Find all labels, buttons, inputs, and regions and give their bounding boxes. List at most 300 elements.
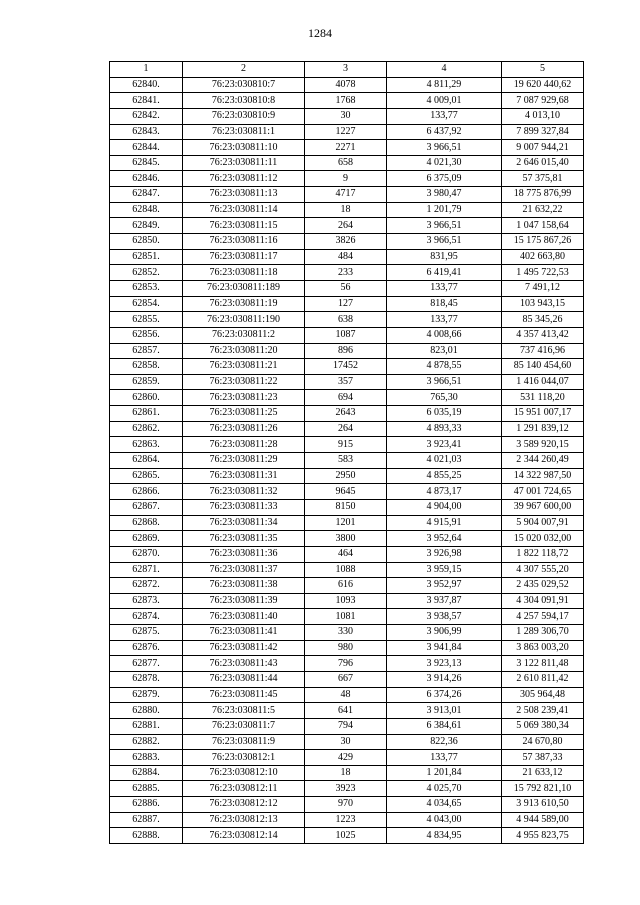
cadastral-value-cell: 19 620 440,62 xyxy=(502,77,584,93)
specific-value-cell: 3 966,51 xyxy=(387,218,502,234)
cadastral-number-cell: 76:23:030811:18 xyxy=(183,265,305,281)
cadastral-value-cell: 4 257 594,17 xyxy=(502,609,584,625)
cadastral-number-cell: 76:23:030811:39 xyxy=(183,593,305,609)
row-number-cell: 62876. xyxy=(110,640,183,656)
table-row xyxy=(110,812,584,828)
area-cell: 1025 xyxy=(305,828,387,844)
row-number-cell: 62872. xyxy=(110,578,183,594)
cadastral-value-cell: 531 118,20 xyxy=(502,390,584,406)
row-number-cell: 62869. xyxy=(110,531,183,547)
table-row xyxy=(110,155,584,171)
table-row xyxy=(110,515,584,531)
area-cell: 18 xyxy=(305,765,387,781)
area-cell: 1093 xyxy=(305,593,387,609)
area-cell: 667 xyxy=(305,671,387,687)
table-row xyxy=(110,406,584,422)
specific-value-cell: 3 959,15 xyxy=(387,562,502,578)
row-number-cell: 62873. xyxy=(110,593,183,609)
row-number-cell: 62881. xyxy=(110,718,183,734)
area-cell: 2643 xyxy=(305,406,387,422)
table-row xyxy=(110,171,584,187)
cadastral-number-cell: 76:23:030811:5 xyxy=(183,703,305,719)
cadastral-number-cell: 76:23:030811:25 xyxy=(183,406,305,422)
area-cell: 9645 xyxy=(305,484,387,500)
cadastral-number-cell: 76:23:030811:40 xyxy=(183,609,305,625)
row-number-cell: 62841. xyxy=(110,93,183,109)
row-number-cell: 62844. xyxy=(110,140,183,156)
specific-value-cell: 3 923,41 xyxy=(387,437,502,453)
table-row xyxy=(110,343,584,359)
table-row xyxy=(110,265,584,281)
specific-value-cell: 4 025,70 xyxy=(387,781,502,797)
area-cell: 233 xyxy=(305,265,387,281)
table-row xyxy=(110,108,584,124)
area-cell: 330 xyxy=(305,625,387,641)
specific-value-cell: 6 374,26 xyxy=(387,687,502,703)
row-number-cell: 62854. xyxy=(110,296,183,312)
row-number-cell: 62870. xyxy=(110,546,183,562)
table-row xyxy=(110,656,584,672)
row-number-cell: 62845. xyxy=(110,155,183,171)
area-cell: 3800 xyxy=(305,531,387,547)
table-row xyxy=(110,93,584,109)
area-cell: 464 xyxy=(305,546,387,562)
area-cell: 915 xyxy=(305,437,387,453)
specific-value-cell: 3 941,84 xyxy=(387,640,502,656)
area-cell: 583 xyxy=(305,453,387,469)
row-number-cell: 62850. xyxy=(110,234,183,250)
table-row xyxy=(110,187,584,203)
row-number-cell: 62847. xyxy=(110,187,183,203)
column-header-2: 2 xyxy=(183,62,305,78)
area-cell: 56 xyxy=(305,280,387,296)
cadastral-value-cell: 15 020 032,00 xyxy=(502,531,584,547)
cadastral-value-cell: 18 775 876,99 xyxy=(502,187,584,203)
cadastral-value-cell: 4 307 555,20 xyxy=(502,562,584,578)
specific-value-cell: 4 834,95 xyxy=(387,828,502,844)
specific-value-cell: 133,77 xyxy=(387,108,502,124)
table-row xyxy=(110,734,584,750)
cadastral-number-cell: 76:23:030812:12 xyxy=(183,797,305,813)
area-cell: 17452 xyxy=(305,359,387,375)
table-row xyxy=(110,218,584,234)
area-cell: 616 xyxy=(305,578,387,594)
area-cell: 8150 xyxy=(305,499,387,515)
cadastral-value-cell: 1 822 118,72 xyxy=(502,546,584,562)
table-row xyxy=(110,202,584,218)
area-cell: 694 xyxy=(305,390,387,406)
specific-value-cell: 3 926,98 xyxy=(387,546,502,562)
area-cell: 3923 xyxy=(305,781,387,797)
cadastral-value-cell: 3 589 920,15 xyxy=(502,437,584,453)
cadastral-number-cell: 76:23:030812:14 xyxy=(183,828,305,844)
table-row xyxy=(110,765,584,781)
specific-value-cell: 3 914,26 xyxy=(387,671,502,687)
row-number-cell: 62866. xyxy=(110,484,183,500)
specific-value-cell: 4 811,29 xyxy=(387,77,502,93)
cadastral-number-cell: 76:23:030811:32 xyxy=(183,484,305,500)
area-cell: 896 xyxy=(305,343,387,359)
area-cell: 2271 xyxy=(305,140,387,156)
table-row xyxy=(110,797,584,813)
area-cell: 1227 xyxy=(305,124,387,140)
table-row xyxy=(110,828,584,844)
table-row xyxy=(110,671,584,687)
specific-value-cell: 133,77 xyxy=(387,280,502,296)
specific-value-cell: 4 873,17 xyxy=(387,484,502,500)
area-cell: 1223 xyxy=(305,812,387,828)
cadastral-value-cell: 15 792 821,10 xyxy=(502,781,584,797)
row-number-cell: 62865. xyxy=(110,468,183,484)
cadastral-number-cell: 76:23:030811:42 xyxy=(183,640,305,656)
cadastral-number-cell: 76:23:030811:10 xyxy=(183,140,305,156)
area-cell: 1201 xyxy=(305,515,387,531)
cadastral-value-cell: 3 863 003,20 xyxy=(502,640,584,656)
specific-value-cell: 3 938,57 xyxy=(387,609,502,625)
row-number-cell: 62879. xyxy=(110,687,183,703)
table-row xyxy=(110,296,584,312)
area-cell: 641 xyxy=(305,703,387,719)
table-row xyxy=(110,453,584,469)
table-row xyxy=(110,625,584,641)
row-number-cell: 62882. xyxy=(110,734,183,750)
table-row xyxy=(110,593,584,609)
cadastral-value-cell: 4 955 823,75 xyxy=(502,828,584,844)
area-cell: 48 xyxy=(305,687,387,703)
cadastral-number-cell: 76:23:030811:22 xyxy=(183,374,305,390)
area-cell: 796 xyxy=(305,656,387,672)
table-row xyxy=(110,437,584,453)
cadastral-value-cell: 7 899 327,84 xyxy=(502,124,584,140)
specific-value-cell: 4 915,91 xyxy=(387,515,502,531)
area-cell: 1768 xyxy=(305,93,387,109)
area-cell: 658 xyxy=(305,155,387,171)
row-number-cell: 62842. xyxy=(110,108,183,124)
specific-value-cell: 4 009,01 xyxy=(387,93,502,109)
specific-value-cell: 822,36 xyxy=(387,734,502,750)
cadastral-number-cell: 76:23:030811:31 xyxy=(183,468,305,484)
cadastral-number-cell: 76:23:030811:21 xyxy=(183,359,305,375)
cadastral-number-cell: 76:23:030811:14 xyxy=(183,202,305,218)
cadastral-value-cell: 3 913 610,50 xyxy=(502,797,584,813)
table-row xyxy=(110,312,584,328)
table-row xyxy=(110,280,584,296)
table-row xyxy=(110,687,584,703)
cadastral-number-cell: 76:23:030811:41 xyxy=(183,625,305,641)
table-body xyxy=(110,77,584,843)
area-cell: 1087 xyxy=(305,327,387,343)
cadastral-number-cell: 76:23:030811:16 xyxy=(183,234,305,250)
table-row xyxy=(110,484,584,500)
row-number-cell: 62864. xyxy=(110,453,183,469)
cadastral-number-cell: 76:23:030811:36 xyxy=(183,546,305,562)
area-cell: 264 xyxy=(305,421,387,437)
cadastral-number-cell: 76:23:030811:38 xyxy=(183,578,305,594)
specific-value-cell: 1 201,84 xyxy=(387,765,502,781)
cadastral-number-cell: 76:23:030811:190 xyxy=(183,312,305,328)
cadastral-number-cell: 76:23:030811:26 xyxy=(183,421,305,437)
table-row xyxy=(110,359,584,375)
row-number-cell: 62880. xyxy=(110,703,183,719)
cadastral-number-cell: 76:23:030811:15 xyxy=(183,218,305,234)
area-cell: 127 xyxy=(305,296,387,312)
area-cell: 30 xyxy=(305,108,387,124)
cadastral-value-cell: 9 007 944,21 xyxy=(502,140,584,156)
row-number-cell: 62885. xyxy=(110,781,183,797)
row-number-cell: 62843. xyxy=(110,124,183,140)
area-cell: 429 xyxy=(305,750,387,766)
row-number-cell: 62874. xyxy=(110,609,183,625)
table-row xyxy=(110,77,584,93)
column-header-3: 3 xyxy=(305,62,387,78)
cadastral-value-cell: 4 944 589,00 xyxy=(502,812,584,828)
row-number-cell: 62863. xyxy=(110,437,183,453)
table-row xyxy=(110,234,584,250)
cadastral-value-cell: 103 943,15 xyxy=(502,296,584,312)
cadastral-number-cell: 76:23:030811:1 xyxy=(183,124,305,140)
specific-value-cell: 3 913,01 xyxy=(387,703,502,719)
cadastral-number-cell: 76:23:030811:17 xyxy=(183,249,305,265)
cadastral-value-table xyxy=(109,61,584,844)
specific-value-cell: 3 923,13 xyxy=(387,656,502,672)
cadastral-number-cell: 76:23:030811:12 xyxy=(183,171,305,187)
cadastral-value-cell: 21 632,22 xyxy=(502,202,584,218)
cadastral-number-cell: 76:23:030812:1 xyxy=(183,750,305,766)
table-row xyxy=(110,718,584,734)
cadastral-value-cell: 7 491,12 xyxy=(502,280,584,296)
specific-value-cell: 3 952,64 xyxy=(387,531,502,547)
row-number-cell: 62883. xyxy=(110,750,183,766)
cadastral-number-cell: 76:23:030811:35 xyxy=(183,531,305,547)
cadastral-value-cell: 2 610 811,42 xyxy=(502,671,584,687)
row-number-cell: 62856. xyxy=(110,327,183,343)
cadastral-number-cell: 76:23:030811:37 xyxy=(183,562,305,578)
table-row xyxy=(110,609,584,625)
area-cell: 4078 xyxy=(305,77,387,93)
cadastral-number-cell: 76:23:030811:7 xyxy=(183,718,305,734)
cadastral-value-cell: 1 291 839,12 xyxy=(502,421,584,437)
row-number-cell: 62848. xyxy=(110,202,183,218)
cadastral-value-cell: 5 069 380,34 xyxy=(502,718,584,734)
cadastral-value-cell: 3 122 811,48 xyxy=(502,656,584,672)
specific-value-cell: 4 034,65 xyxy=(387,797,502,813)
cadastral-value-cell: 2 508 239,41 xyxy=(502,703,584,719)
table-row xyxy=(110,249,584,265)
specific-value-cell: 6 384,61 xyxy=(387,718,502,734)
area-cell: 18 xyxy=(305,202,387,218)
specific-value-cell: 6 437,92 xyxy=(387,124,502,140)
cadastral-value-cell: 2 344 260,49 xyxy=(502,453,584,469)
cadastral-number-cell: 76:23:030811:43 xyxy=(183,656,305,672)
cadastral-value-cell: 1 047 158,64 xyxy=(502,218,584,234)
cadastral-number-cell: 76:23:030811:13 xyxy=(183,187,305,203)
row-number-cell: 62851. xyxy=(110,249,183,265)
cadastral-number-cell: 76:23:030812:13 xyxy=(183,812,305,828)
row-number-cell: 62859. xyxy=(110,374,183,390)
specific-value-cell: 3 980,47 xyxy=(387,187,502,203)
row-number-cell: 62878. xyxy=(110,671,183,687)
row-number-cell: 62871. xyxy=(110,562,183,578)
row-number-cell: 62862. xyxy=(110,421,183,437)
row-number-cell: 62855. xyxy=(110,312,183,328)
column-header-5: 5 xyxy=(502,62,584,78)
cadastral-value-cell: 21 633,12 xyxy=(502,765,584,781)
row-number-cell: 62868. xyxy=(110,515,183,531)
row-number-cell: 62860. xyxy=(110,390,183,406)
row-number-cell: 62875. xyxy=(110,625,183,641)
specific-value-cell: 3 966,51 xyxy=(387,140,502,156)
cadastral-value-cell: 737 416,96 xyxy=(502,343,584,359)
cadastral-value-cell: 47 001 724,65 xyxy=(502,484,584,500)
area-cell: 9 xyxy=(305,171,387,187)
cadastral-value-cell: 14 322 987,50 xyxy=(502,468,584,484)
specific-value-cell: 4 878,55 xyxy=(387,359,502,375)
specific-value-cell: 3 966,51 xyxy=(387,374,502,390)
table-row xyxy=(110,781,584,797)
row-number-cell: 62840. xyxy=(110,77,183,93)
row-number-cell: 62884. xyxy=(110,765,183,781)
specific-value-cell: 818,45 xyxy=(387,296,502,312)
cadastral-value-cell: 85 345,26 xyxy=(502,312,584,328)
table-row xyxy=(110,531,584,547)
table-row xyxy=(110,468,584,484)
table-row xyxy=(110,562,584,578)
area-cell: 794 xyxy=(305,718,387,734)
specific-value-cell: 3 937,87 xyxy=(387,593,502,609)
table-row xyxy=(110,421,584,437)
cadastral-number-cell: 76:23:030811:19 xyxy=(183,296,305,312)
table-row xyxy=(110,124,584,140)
specific-value-cell: 133,77 xyxy=(387,750,502,766)
area-cell: 970 xyxy=(305,797,387,813)
cadastral-number-cell: 76:23:030811:44 xyxy=(183,671,305,687)
area-cell: 357 xyxy=(305,374,387,390)
cadastral-number-cell: 76:23:030811:20 xyxy=(183,343,305,359)
row-number-cell: 62853. xyxy=(110,280,183,296)
cadastral-value-cell: 402 663,80 xyxy=(502,249,584,265)
cadastral-value-cell: 4 013,10 xyxy=(502,108,584,124)
cadastral-value-cell: 57 375,81 xyxy=(502,171,584,187)
row-number-cell: 62846. xyxy=(110,171,183,187)
cadastral-number-cell: 76:23:030812:10 xyxy=(183,765,305,781)
area-cell: 4717 xyxy=(305,187,387,203)
row-number-cell: 62886. xyxy=(110,797,183,813)
specific-value-cell: 133,77 xyxy=(387,312,502,328)
specific-value-cell: 4 893,33 xyxy=(387,421,502,437)
cadastral-number-cell: 76:23:030811:34 xyxy=(183,515,305,531)
specific-value-cell: 3 906,99 xyxy=(387,625,502,641)
specific-value-cell: 3 966,51 xyxy=(387,234,502,250)
cadastral-value-cell: 85 140 454,60 xyxy=(502,359,584,375)
specific-value-cell: 823,01 xyxy=(387,343,502,359)
table-row xyxy=(110,499,584,515)
row-number-cell: 62877. xyxy=(110,656,183,672)
row-number-cell: 62849. xyxy=(110,218,183,234)
cadastral-value-cell: 4 357 413,42 xyxy=(502,327,584,343)
cadastral-number-cell: 76:23:030811:189 xyxy=(183,280,305,296)
cadastral-value-cell: 1 289 306,70 xyxy=(502,625,584,641)
area-cell: 30 xyxy=(305,734,387,750)
specific-value-cell: 4 904,00 xyxy=(387,499,502,515)
specific-value-cell: 4 855,25 xyxy=(387,468,502,484)
cadastral-value-cell: 2 646 015,40 xyxy=(502,155,584,171)
specific-value-cell: 3 952,97 xyxy=(387,578,502,594)
specific-value-cell: 6 375,09 xyxy=(387,171,502,187)
cadastral-number-cell: 76:23:030811:2 xyxy=(183,327,305,343)
cadastral-value-cell: 15 951 007,17 xyxy=(502,406,584,422)
specific-value-cell: 4 008,66 xyxy=(387,327,502,343)
specific-value-cell: 4 021,03 xyxy=(387,453,502,469)
row-number-cell: 62852. xyxy=(110,265,183,281)
specific-value-cell: 6 419,41 xyxy=(387,265,502,281)
cadastral-value-cell: 2 435 029,52 xyxy=(502,578,584,594)
specific-value-cell: 6 035,19 xyxy=(387,406,502,422)
cadastral-value-cell: 57 387,33 xyxy=(502,750,584,766)
row-number-cell: 62888. xyxy=(110,828,183,844)
cadastral-value-cell: 4 304 091,91 xyxy=(502,593,584,609)
row-number-cell: 62861. xyxy=(110,406,183,422)
table-header-row xyxy=(110,62,584,78)
area-cell: 638 xyxy=(305,312,387,328)
cadastral-value-cell: 15 175 867,26 xyxy=(502,234,584,250)
specific-value-cell: 765,30 xyxy=(387,390,502,406)
row-number-cell: 62857. xyxy=(110,343,183,359)
cadastral-number-cell: 76:23:030810:9 xyxy=(183,108,305,124)
column-header-4: 4 xyxy=(387,62,502,78)
table-row xyxy=(110,374,584,390)
cadastral-number-cell: 76:23:030811:11 xyxy=(183,155,305,171)
cadastral-number-cell: 76:23:030810:8 xyxy=(183,93,305,109)
column-header-1: 1 xyxy=(110,62,183,78)
table-row xyxy=(110,327,584,343)
cadastral-value-cell: 1 495 722,53 xyxy=(502,265,584,281)
area-cell: 1088 xyxy=(305,562,387,578)
cadastral-value-cell: 1 416 044,07 xyxy=(502,374,584,390)
area-cell: 2950 xyxy=(305,468,387,484)
cadastral-number-cell: 76:23:030811:33 xyxy=(183,499,305,515)
area-cell: 1081 xyxy=(305,609,387,625)
cadastral-number-cell: 76:23:030811:23 xyxy=(183,390,305,406)
cadastral-number-cell: 76:23:030811:28 xyxy=(183,437,305,453)
cadastral-value-cell: 305 964,48 xyxy=(502,687,584,703)
area-cell: 264 xyxy=(305,218,387,234)
area-cell: 484 xyxy=(305,249,387,265)
cadastral-value-cell: 7 087 929,68 xyxy=(502,93,584,109)
cadastral-number-cell: 76:23:030811:9 xyxy=(183,734,305,750)
specific-value-cell: 4 021,30 xyxy=(387,155,502,171)
cadastral-value-cell: 5 904 007,91 xyxy=(502,515,584,531)
cadastral-value-cell: 24 670,80 xyxy=(502,734,584,750)
table-row xyxy=(110,640,584,656)
table-row xyxy=(110,546,584,562)
row-number-cell: 62867. xyxy=(110,499,183,515)
table-row xyxy=(110,750,584,766)
area-cell: 3826 xyxy=(305,234,387,250)
specific-value-cell: 4 043,00 xyxy=(387,812,502,828)
page-number: 1284 xyxy=(308,26,332,40)
table-row xyxy=(110,703,584,719)
cadastral-number-cell: 76:23:030812:11 xyxy=(183,781,305,797)
table-row xyxy=(110,578,584,594)
row-number-cell: 62887. xyxy=(110,812,183,828)
area-cell: 980 xyxy=(305,640,387,656)
cadastral-value-cell: 39 967 600,00 xyxy=(502,499,584,515)
cadastral-number-cell: 76:23:030811:45 xyxy=(183,687,305,703)
cadastral-number-cell: 76:23:030810:7 xyxy=(183,77,305,93)
cadastral-number-cell: 76:23:030811:29 xyxy=(183,453,305,469)
table-row xyxy=(110,140,584,156)
table-row xyxy=(110,390,584,406)
